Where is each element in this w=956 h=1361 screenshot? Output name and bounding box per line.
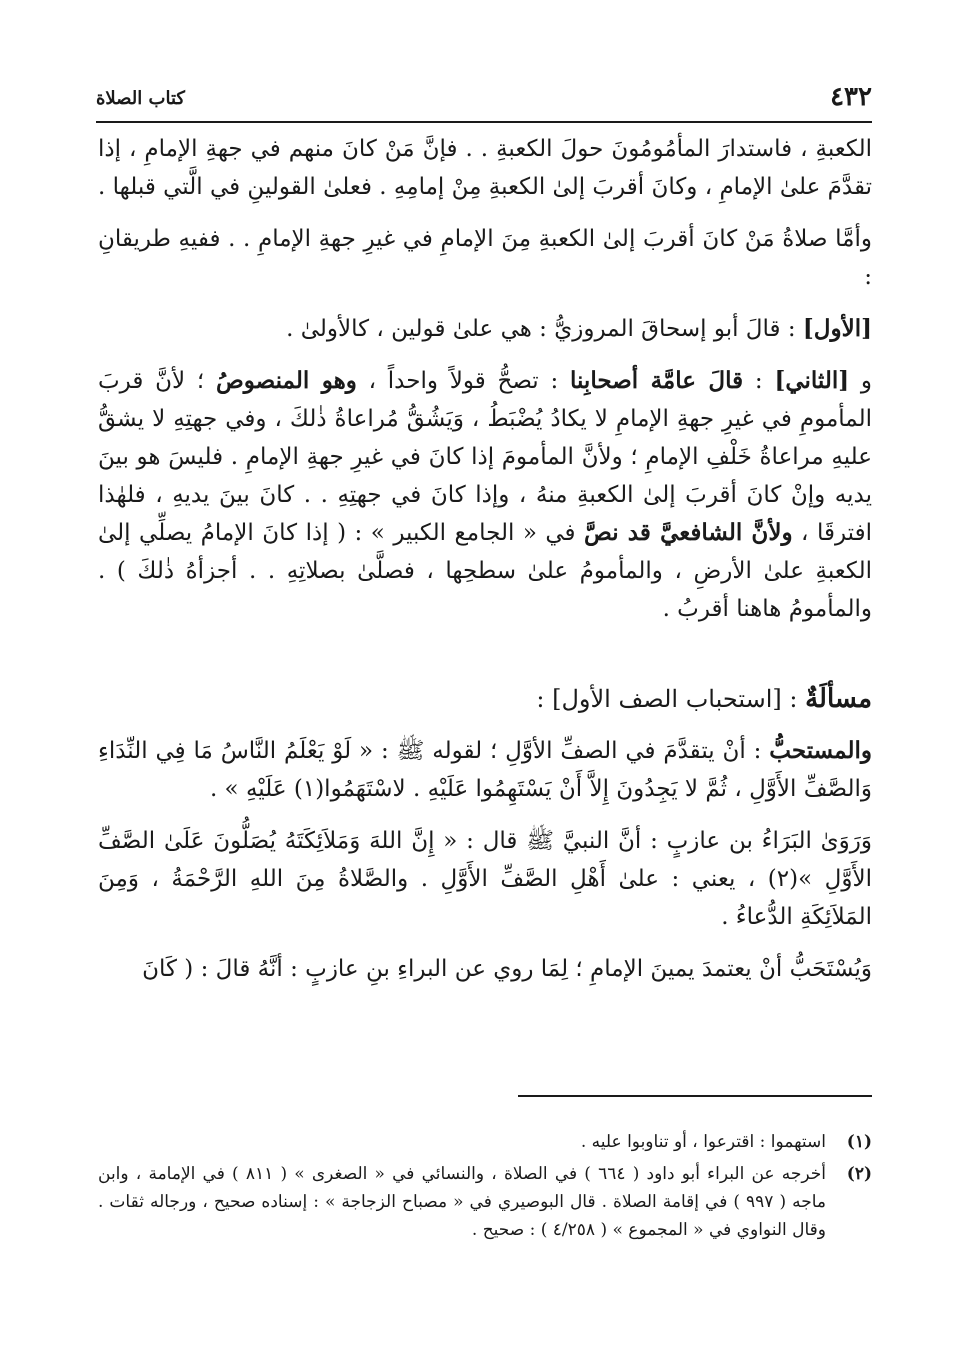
second-way-bold-1: قالَ عامَّة أصحابِنا [569, 367, 744, 394]
paragraph-first-way [98, 310, 872, 348]
first-way-label: [الأول] [802, 315, 872, 342]
second-way-text-3: في « الجامع الكبير » : ( إذا كانَ الإمامُ يصلِّي إلىٰ الكعبةِ علىٰ الأرضِ ، والمأمومُ علىٰ سطحِها ، فصلَّىٰ بصلاتِهِ . . أجزأهُ ذٰلكَ ) . والمأمومُ هاهنا أقربُ . [98, 520, 872, 622]
paragraph-last-line: وَيُسْتَحَبُّ أنْ يعتمدَ يمينَ الإمامِ ؛ لِمَا روي عن البراءِ بنِ عازبٍ : أنَّهُ قالَ : ( كَانَ [142, 956, 872, 982]
paragraph-two-ways: وأمَّا صلاةُ مَنْ كانَ أقربَ إلىٰ الكعبةِ مِنَ الإمامِ في غيرِ جهةِ الإمامِ . . ففيهِ طريقانِ : [98, 226, 872, 290]
main-text [98, 130, 872, 1002]
running-title: كتاب الصلاة [96, 88, 185, 109]
issue-title: : [استحباب الصف الأول] : [536, 685, 806, 713]
mustahab-text: : أنْ يتقدَّمَ في الصفِّ الأوَّلِ ؛ لقوله ﷺ : « لَوْ يَعْلَمُ النَّاسُ مَا فِي النِّدَاءِ وَالصَّفِّ الأَوَّلِ ، ثُمَّ لا يَجِدُونَ إِلاَّ أَنْ يَسْتَهِمُوا عَلَيْهِ . لاسْتَهَمُوا(١) عَلَيْهِ » . [98, 738, 872, 802]
paragraph-kaaba: الكعبةِ ، فاستدارَ المأمُومُونَ حولَ الكعبةِ . . فإنَّ مَنْ كانَ منهم في جهةِ الإمامِ ، إذا تقدَّمَ علىٰ الإمامِ ، وكانَ أقربَ إلىٰ الكعبةِ مِنْ إمامِهِ . فعلىٰ القولينِ في الَّتي قبلها . [98, 136, 872, 200]
second-way-text-2: ؛ لأنَّ قربَ المأمومِ في غيرِ جهةِ الإمامِ لا يكادُ يُضْبَطُ ، وَيَشُقُّ مُراعاةُ ذٰلكَ ، وفي جهتِهِ لا يشقُّ عليهِ مراعاةُ خَلْفِ الإمامِ ؛ ولأنَّ المأمومَ إذا كانَ في غيرِ جهةِ الإمامِ . فليسَ هو بينَ يديه وإنْ كانَ أقربَ إلىٰ الكعبةِ منهُ ، وإذا كانَ في جهتِهِ . . كانَ بينَ يديهِ ، فلهٰذا افترقَا ، [98, 368, 872, 546]
footnote-2-number: (٢) [846, 1164, 872, 1184]
paragraph-baraa: وَرَوَىٰ البَرَاءُ بن عازبٍ : أنَّ النبيَّ ﷺ قال : « إِنَّ اللهَ وَمَلاَئِكَتَهُ يُصَلُّونَ عَلَىٰ الصَّفِّ الأَوَّلِ »(٢) ، يعني : علىٰ أَهْلِ الصَّفِّ الأَوَّلِ . والصَّلاةُ مِنَ اللهِ الرَّحْمَةُ ، وَمِنَ المَلاَئِكَةِ الدُّعاءُ . [98, 828, 873, 930]
header-rule [96, 121, 872, 123]
second-way-bold-3: ولأنَّ الشافعيَّ قد نصَّ [584, 519, 793, 546]
issue-label: مسألَةٌ [805, 684, 872, 714]
second-way-sep: : [743, 368, 775, 394]
footnote-rule [518, 1095, 872, 1097]
first-way-text: : قالَ أبو إسحاقَ المروزيُّ : هي علىٰ قولين ، كالأولىٰ . [286, 316, 803, 342]
page-number: ٤٣٢ [830, 82, 872, 112]
footnote-1 [98, 1128, 872, 1156]
second-way-bold-2: وهو المنصوصُ [215, 367, 357, 394]
footnote-1-number: (١) [846, 1132, 872, 1152]
second-way-prefix: و [849, 368, 873, 394]
paragraph-mustahab [98, 732, 872, 808]
paragraph-second-way [98, 362, 872, 628]
mustahab-label: والمستحبُّ [769, 737, 872, 764]
footnotes [98, 1128, 872, 1248]
footnote-2 [98, 1160, 872, 1244]
footnote-2-text: أخرجه عن البراء أبو داود ( ٦٦٤ ) في الصلاة ، والنسائي في « الصغرى » ( ٨١١ ) في الإمامة ، وابن ماجه ( ٩٩٧ ) في إقامة الصلاة . قال البوصيري في « مصباح الزجاجة » : إسناده صحيح ، ورجاله ثقات . وقال النواوي في « المجموع » ( ٤/٢٥٨ ) : صحيح . [98, 1164, 827, 1240]
issue-heading [98, 680, 872, 718]
footnote-1-text: استهموا : اقترعوا ، أو تناوبوا عليه . [580, 1132, 826, 1152]
second-way-label: [الثاني] [774, 367, 850, 394]
second-way-text-1: : تصحُّ قولاً واحداً ، [356, 368, 570, 394]
page-header [96, 80, 872, 120]
